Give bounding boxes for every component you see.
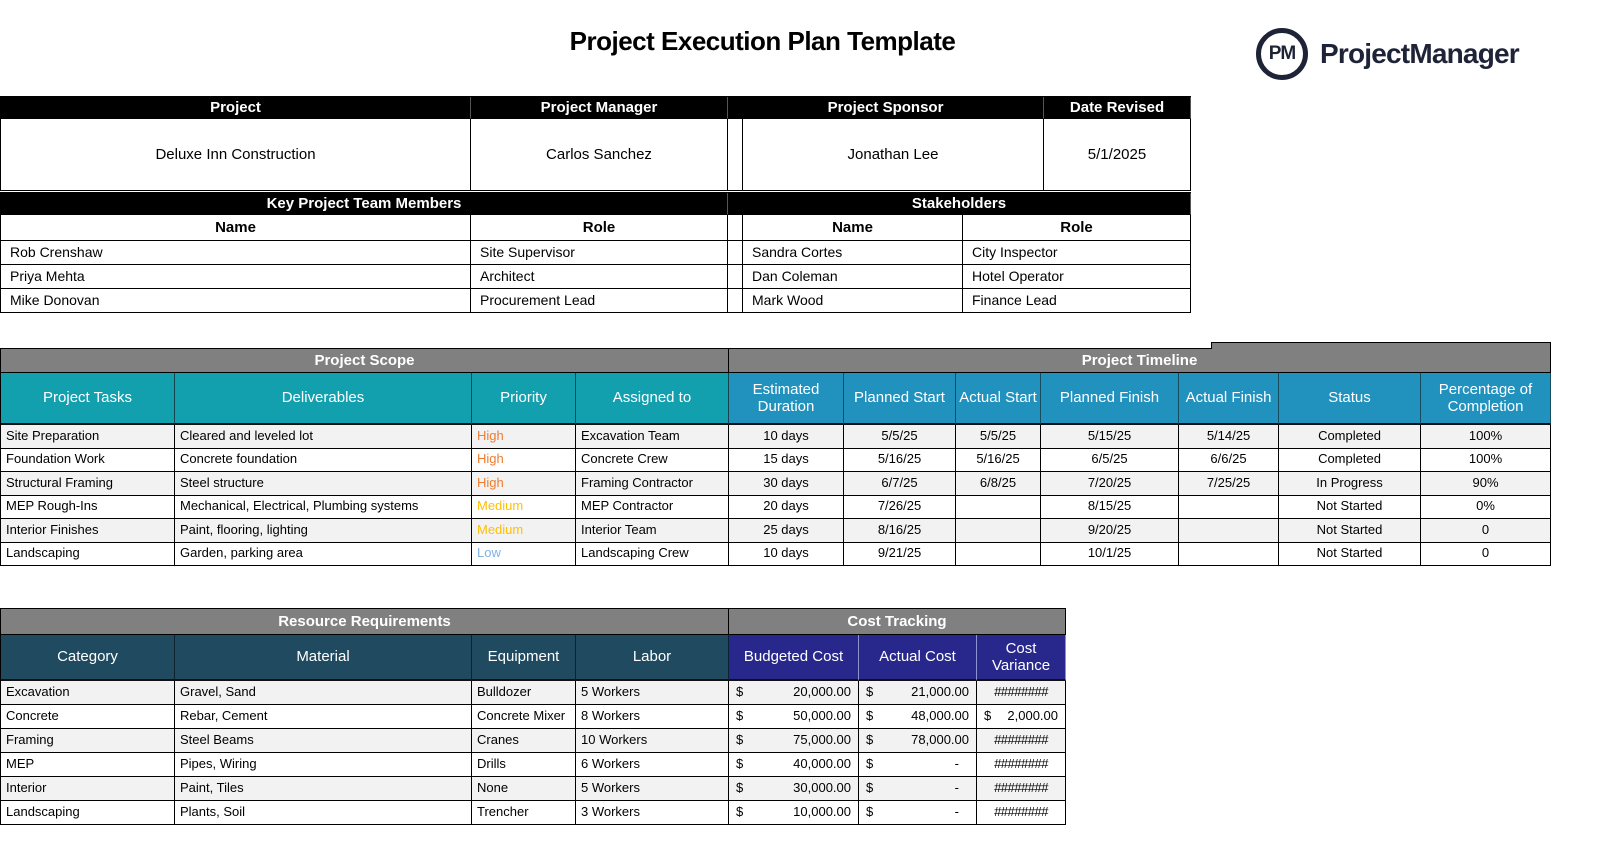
scope-cell-assigned-to[interactable]: Framing Contractor <box>576 472 729 496</box>
amount-text: 50,000.00 <box>793 708 851 724</box>
currency-symbol: $ <box>984 708 992 724</box>
amount-text: - <box>954 756 959 772</box>
project-name-cell[interactable]: Deluxe Inn Construction <box>1 119 471 191</box>
resource-cell-equipment[interactable]: Bulldozer <box>472 681 576 705</box>
scope-cell-planned-finish[interactable]: 5/15/25 <box>1041 425 1179 449</box>
scope-cell-status[interactable]: Not Started <box>1279 496 1421 520</box>
resource-cell-category[interactable]: Interior <box>1 777 175 801</box>
scope-cell-priority[interactable]: High <box>472 425 576 449</box>
stakeholder-role-cell[interactable]: City Inspector <box>963 241 1191 265</box>
currency-symbol: $ <box>736 732 744 748</box>
spacer-cell <box>728 119 743 191</box>
scope-cell-task[interactable]: Structural Framing <box>1 472 175 496</box>
team-member-name-cell[interactable]: Rob Crenshaw <box>1 241 471 265</box>
currency-symbol: $ <box>736 684 744 700</box>
scope-cell-actual-start[interactable]: 5/5/25 <box>956 425 1041 449</box>
amount-text: 30,000.00 <box>793 780 851 796</box>
stakeholder-name-cell[interactable]: Dan Coleman <box>743 265 963 289</box>
timeline-band-step <box>1211 342 1551 349</box>
team-member-name-cell[interactable]: Mike Donovan <box>1 289 471 313</box>
amount-text: 20,000.00 <box>793 684 851 700</box>
column-header-cost-variance: Cost Variance <box>977 635 1066 681</box>
team-member-name-cell[interactable]: Priya Mehta <box>1 265 471 289</box>
amount-text: 48,000.00 <box>911 708 969 724</box>
resource-cell-equipment[interactable]: Drills <box>472 753 576 777</box>
scope-cell-estimated-duration[interactable]: 25 days <box>729 519 844 543</box>
column-header-category: Category <box>1 635 175 681</box>
scope-cell-estimated-duration[interactable]: 10 days <box>729 543 844 567</box>
scope-cell-planned-start[interactable]: 8/16/25 <box>844 519 956 543</box>
scope-cell-priority[interactable]: Low <box>472 543 576 567</box>
scope-cell-priority[interactable]: High <box>472 472 576 496</box>
actual-cost-cell[interactable] <box>859 753 977 777</box>
scope-cell-deliverables[interactable]: Mechanical, Electrical, Plumbing systems <box>175 496 472 520</box>
scope-cell-percent-complete[interactable]: 0% <box>1421 496 1551 520</box>
budgeted-cost-cell[interactable] <box>729 681 859 705</box>
scope-cell-planned-finish[interactable]: 6/5/25 <box>1041 449 1179 473</box>
scope-cell-planned-finish[interactable]: 8/15/25 <box>1041 496 1179 520</box>
scope-cell-assigned-to[interactable]: Excavation Team <box>576 425 729 449</box>
stakeholder-name-header: Name <box>743 215 963 241</box>
column-header-material: Material <box>175 635 472 681</box>
scope-cell-priority[interactable]: Medium <box>472 519 576 543</box>
cost-variance-cell[interactable] <box>977 705 1066 729</box>
scope-cell-status[interactable]: Not Started <box>1279 519 1421 543</box>
cost-variance-cell[interactable]: ######## <box>977 729 1066 753</box>
budgeted-cost-cell[interactable] <box>729 801 859 825</box>
stakeholder-name-cell[interactable]: Sandra Cortes <box>743 241 963 265</box>
column-header-actual-finish: Actual Finish <box>1179 373 1279 425</box>
column-header-planned-start: Planned Start <box>844 373 956 425</box>
actual-cost-cell[interactable] <box>859 801 977 825</box>
resource-requirements-band: Resource Requirements <box>1 609 729 635</box>
amount-text: 75,000.00 <box>793 732 851 748</box>
amount-text: 78,000.00 <box>911 732 969 748</box>
scope-cell-status[interactable]: In Progress <box>1279 472 1421 496</box>
cost-variance-cell[interactable]: ######## <box>977 753 1066 777</box>
amount-text: 10,000.00 <box>793 804 851 820</box>
scope-cell-deliverables[interactable]: Paint, flooring, lighting <box>175 519 472 543</box>
column-header-planned-finish: Planned Finish <box>1041 373 1179 425</box>
date-revised-cell[interactable]: 5/1/2025 <box>1044 119 1191 191</box>
scope-cell-assigned-to[interactable]: Interior Team <box>576 519 729 543</box>
spacer-cell <box>728 289 743 313</box>
scope-cell-status[interactable]: Not Started <box>1279 543 1421 567</box>
scope-cell-deliverables[interactable]: Concrete foundation <box>175 449 472 473</box>
scope-cell-task[interactable]: MEP Rough-Ins <box>1 496 175 520</box>
amount-text: 2,000.00 <box>1007 708 1058 724</box>
team-role-header: Role <box>471 215 728 241</box>
column-header-priority: Priority <box>472 373 576 425</box>
scope-cell-actual-finish[interactable] <box>1179 496 1279 520</box>
currency-symbol: $ <box>866 732 874 748</box>
column-header-equipment: Equipment <box>472 635 576 681</box>
column-header-percentage-of-completion: Percentage of Completion <box>1421 373 1551 425</box>
column-header-actual-start: Actual Start <box>956 373 1041 425</box>
team-member-role-cell[interactable]: Architect <box>471 265 728 289</box>
scope-cell-actual-finish[interactable] <box>1179 519 1279 543</box>
currency-symbol: $ <box>866 780 874 796</box>
resource-cell-category[interactable]: MEP <box>1 753 175 777</box>
resource-cell-material[interactable]: Plants, Soil <box>175 801 472 825</box>
team-name-header: Name <box>1 215 471 241</box>
scope-cell-deliverables[interactable]: Cleared and leveled lot <box>175 425 472 449</box>
scope-cell-planned-finish[interactable]: 7/20/25 <box>1041 472 1179 496</box>
team-member-role-cell[interactable]: Site Supervisor <box>471 241 728 265</box>
scope-cell-estimated-duration[interactable]: 10 days <box>729 425 844 449</box>
scope-cell-assigned-to[interactable]: Concrete Crew <box>576 449 729 473</box>
column-header-deliverables: Deliverables <box>175 373 472 425</box>
column-header-estimated-duration: Estimated Duration <box>729 373 844 425</box>
scope-cell-planned-start[interactable]: 5/5/25 <box>844 425 956 449</box>
spacer-cell <box>728 265 743 289</box>
project-timeline-band: Project Timeline <box>729 349 1551 373</box>
column-header-budgeted-cost: Budgeted Cost <box>729 635 859 681</box>
actual-cost-cell[interactable] <box>859 681 977 705</box>
project-sponsor-cell[interactable]: Jonathan Lee <box>743 119 1044 191</box>
scope-cell-actual-finish[interactable]: 7/25/25 <box>1179 472 1279 496</box>
info-header-project: Project <box>1 97 471 119</box>
amount-text: 21,000.00 <box>911 684 969 700</box>
resource-cell-material[interactable]: Paint, Tiles <box>175 777 472 801</box>
resource-cell-equipment[interactable]: Cranes <box>472 729 576 753</box>
resource-cell-labor[interactable]: 8 Workers <box>576 705 729 729</box>
scope-cell-actual-finish[interactable] <box>1179 543 1279 567</box>
resource-cost-table <box>0 608 1066 825</box>
actual-cost-cell[interactable] <box>859 777 977 801</box>
projectmanager-logo <box>1256 28 1519 80</box>
stakeholder-name-cell[interactable]: Mark Wood <box>743 289 963 313</box>
scope-cell-task[interactable]: Landscaping <box>1 543 175 567</box>
project-info-table <box>0 96 1191 191</box>
resource-cell-material[interactable]: Steel Beams <box>175 729 472 753</box>
team-stakeholders-table <box>0 192 1191 313</box>
column-header-assigned-to: Assigned to <box>576 373 729 425</box>
cost-variance-cell[interactable]: ######## <box>977 681 1066 705</box>
resource-cell-category[interactable]: Framing <box>1 729 175 753</box>
team-member-role-cell[interactable]: Procurement Lead <box>471 289 728 313</box>
actual-cost-cell[interactable] <box>859 705 977 729</box>
column-header-labor: Labor <box>576 635 729 681</box>
stakeholders-band: Stakeholders <box>728 193 1191 215</box>
amount-text: - <box>954 804 959 820</box>
scope-cell-assigned-to[interactable]: Landscaping Crew <box>576 543 729 567</box>
scope-timeline-table <box>0 348 1551 566</box>
scope-cell-planned-start[interactable]: 7/26/25 <box>844 496 956 520</box>
actual-cost-cell[interactable] <box>859 729 977 753</box>
scope-cell-percent-complete[interactable]: 0 <box>1421 519 1551 543</box>
resource-cell-equipment[interactable]: None <box>472 777 576 801</box>
scope-cell-estimated-duration[interactable]: 30 days <box>729 472 844 496</box>
scope-cell-assigned-to[interactable]: MEP Contractor <box>576 496 729 520</box>
scope-cell-actual-start[interactable] <box>956 496 1041 520</box>
currency-symbol: $ <box>736 804 744 820</box>
currency-symbol: $ <box>736 756 744 772</box>
spacer-cell <box>728 215 743 241</box>
resource-cell-labor[interactable]: 3 Workers <box>576 801 729 825</box>
scope-cell-percent-complete[interactable]: 100% <box>1421 425 1551 449</box>
scope-cell-planned-start[interactable]: 6/7/25 <box>844 472 956 496</box>
column-header-actual-cost: Actual Cost <box>859 635 977 681</box>
scope-cell-deliverables[interactable]: Steel structure <box>175 472 472 496</box>
team-members-band: Key Project Team Members <box>1 193 728 215</box>
page-title: Project Execution Plan Template <box>569 26 956 56</box>
scope-cell-task[interactable]: Site Preparation <box>1 425 175 449</box>
currency-symbol: $ <box>736 708 744 724</box>
budgeted-cost-cell[interactable] <box>729 753 859 777</box>
project-manager-cell[interactable]: Carlos Sanchez <box>471 119 728 191</box>
cost-variance-cell[interactable]: ######## <box>977 801 1066 825</box>
scope-cell-priority[interactable]: High <box>472 449 576 473</box>
info-header-date-revised: Date Revised <box>1044 97 1191 119</box>
stakeholder-role-cell[interactable]: Finance Lead <box>963 289 1191 313</box>
scope-cell-percent-complete[interactable]: 100% <box>1421 449 1551 473</box>
info-header-project-sponsor: Project Sponsor <box>728 97 1044 119</box>
resource-cell-labor[interactable]: 10 Workers <box>576 729 729 753</box>
resource-cell-labor[interactable]: 6 Workers <box>576 753 729 777</box>
scope-cell-planned-start[interactable]: 9/21/25 <box>844 543 956 567</box>
resource-cell-material[interactable]: Rebar, Cement <box>175 705 472 729</box>
stakeholder-role-cell[interactable]: Hotel Operator <box>963 265 1191 289</box>
resource-cell-material[interactable]: Pipes, Wiring <box>175 753 472 777</box>
resource-cell-labor[interactable]: 5 Workers <box>576 777 729 801</box>
currency-symbol: $ <box>736 780 744 796</box>
resource-cell-category[interactable]: Excavation <box>1 681 175 705</box>
scope-cell-priority[interactable]: Medium <box>472 496 576 520</box>
scope-cell-actual-start[interactable] <box>956 543 1041 567</box>
scope-cell-actual-finish[interactable]: 6/6/25 <box>1179 449 1279 473</box>
pm-monogram-icon <box>1256 28 1308 80</box>
resource-cell-category[interactable]: Concrete <box>1 705 175 729</box>
currency-symbol: $ <box>866 708 874 724</box>
currency-symbol: $ <box>866 756 874 772</box>
info-header-project-manager: Project Manager <box>471 97 728 119</box>
budgeted-cost-cell[interactable] <box>729 705 859 729</box>
scope-cell-percent-complete[interactable]: 90% <box>1421 472 1551 496</box>
scope-cell-estimated-duration[interactable]: 20 days <box>729 496 844 520</box>
cost-tracking-band: Cost Tracking <box>729 609 1066 635</box>
scope-cell-actual-start[interactable]: 6/8/25 <box>956 472 1041 496</box>
currency-symbol: $ <box>866 804 874 820</box>
budgeted-cost-cell[interactable] <box>729 777 859 801</box>
column-header-project-tasks: Project Tasks <box>1 373 175 425</box>
scope-cell-deliverables[interactable]: Garden, parking area <box>175 543 472 567</box>
pm-monogram-text: PM <box>1268 43 1296 64</box>
resource-cell-category[interactable]: Landscaping <box>1 801 175 825</box>
column-header-status: Status <box>1279 373 1421 425</box>
scope-cell-planned-finish[interactable]: 10/1/25 <box>1041 543 1179 567</box>
budgeted-cost-cell[interactable] <box>729 729 859 753</box>
resource-cell-equipment[interactable]: Concrete Mixer <box>472 705 576 729</box>
scope-cell-task[interactable]: Foundation Work <box>1 449 175 473</box>
scope-cell-status[interactable]: Completed <box>1279 425 1421 449</box>
scope-cell-actual-start[interactable] <box>956 519 1041 543</box>
amount-text: 40,000.00 <box>793 756 851 772</box>
cost-variance-cell[interactable]: ######## <box>977 777 1066 801</box>
spacer-cell <box>728 241 743 265</box>
resource-cell-labor[interactable]: 5 Workers <box>576 681 729 705</box>
scope-cell-estimated-duration[interactable]: 15 days <box>729 449 844 473</box>
scope-cell-status[interactable]: Completed <box>1279 449 1421 473</box>
project-scope-band: Project Scope <box>1 349 729 373</box>
logo-wordmark: ProjectManager <box>1320 38 1519 69</box>
stakeholder-role-header: Role <box>963 215 1191 241</box>
scope-cell-planned-finish[interactable]: 9/20/25 <box>1041 519 1179 543</box>
scope-cell-planned-start[interactable]: 5/16/25 <box>844 449 956 473</box>
scope-cell-task[interactable]: Interior Finishes <box>1 519 175 543</box>
scope-cell-percent-complete[interactable]: 0 <box>1421 543 1551 567</box>
resource-cell-equipment[interactable]: Trencher <box>472 801 576 825</box>
scope-cell-actual-start[interactable]: 5/16/25 <box>956 449 1041 473</box>
currency-symbol: $ <box>866 684 874 700</box>
scope-cell-actual-finish[interactable]: 5/14/25 <box>1179 425 1279 449</box>
resource-cell-material[interactable]: Gravel, Sand <box>175 681 472 705</box>
amount-text: - <box>954 780 959 796</box>
